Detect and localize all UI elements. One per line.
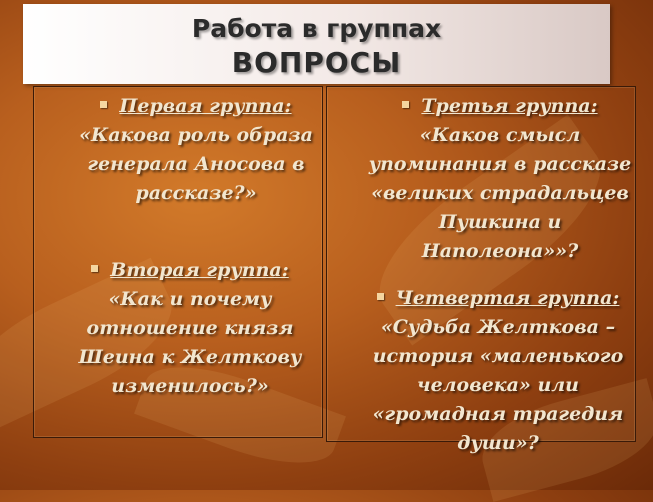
group-1-block bbox=[58, 92, 334, 208]
group-1-line: рассказе?» bbox=[135, 182, 257, 204]
group-4-line: души»? bbox=[457, 432, 539, 454]
group-2-heading: Вторая группа: bbox=[110, 259, 289, 281]
bullet-icon bbox=[402, 101, 409, 108]
group-1-line: «Какова роль образа bbox=[79, 124, 313, 146]
slide-title-box bbox=[23, 4, 610, 84]
group-2-block bbox=[52, 256, 328, 401]
group-2-line: Шеина к Желткову bbox=[78, 346, 302, 368]
group-4-line: человека» или bbox=[416, 374, 579, 396]
slide-subtitle: ВОПРОСЫ bbox=[231, 46, 402, 79]
group-1-line: генерала Аносова в bbox=[87, 153, 305, 175]
bullet-icon bbox=[377, 293, 384, 300]
group-3-line: «Каков смысл bbox=[419, 124, 581, 146]
slide-title: Работа в группах bbox=[191, 14, 442, 43]
group-3-line: Пушкина и bbox=[438, 211, 562, 233]
group-4-line: «Судьба Желткова – bbox=[380, 316, 616, 338]
group-3-line: «великих страдальцев bbox=[371, 182, 629, 204]
group-4-block bbox=[350, 284, 646, 458]
group-3-heading: Третья группа: bbox=[421, 95, 598, 117]
group-3-line: упоминания в рассказе bbox=[368, 153, 632, 175]
group-4-heading: Четвертая группа: bbox=[395, 287, 620, 309]
group-4-line: «громадная трагедия bbox=[372, 403, 624, 425]
group-2-line: отношение князя bbox=[86, 317, 294, 339]
group-2-line: изменилось?» bbox=[111, 375, 269, 397]
group-1-heading: Первая группа: bbox=[119, 95, 292, 117]
group-3-line: Наполеона»»? bbox=[421, 240, 579, 262]
group-4-line: история «маленького bbox=[372, 345, 624, 367]
bullet-icon bbox=[91, 265, 98, 272]
bullet-icon bbox=[100, 101, 107, 108]
group-2-line: «Как и почему bbox=[108, 288, 272, 310]
group-3-block bbox=[352, 92, 648, 266]
